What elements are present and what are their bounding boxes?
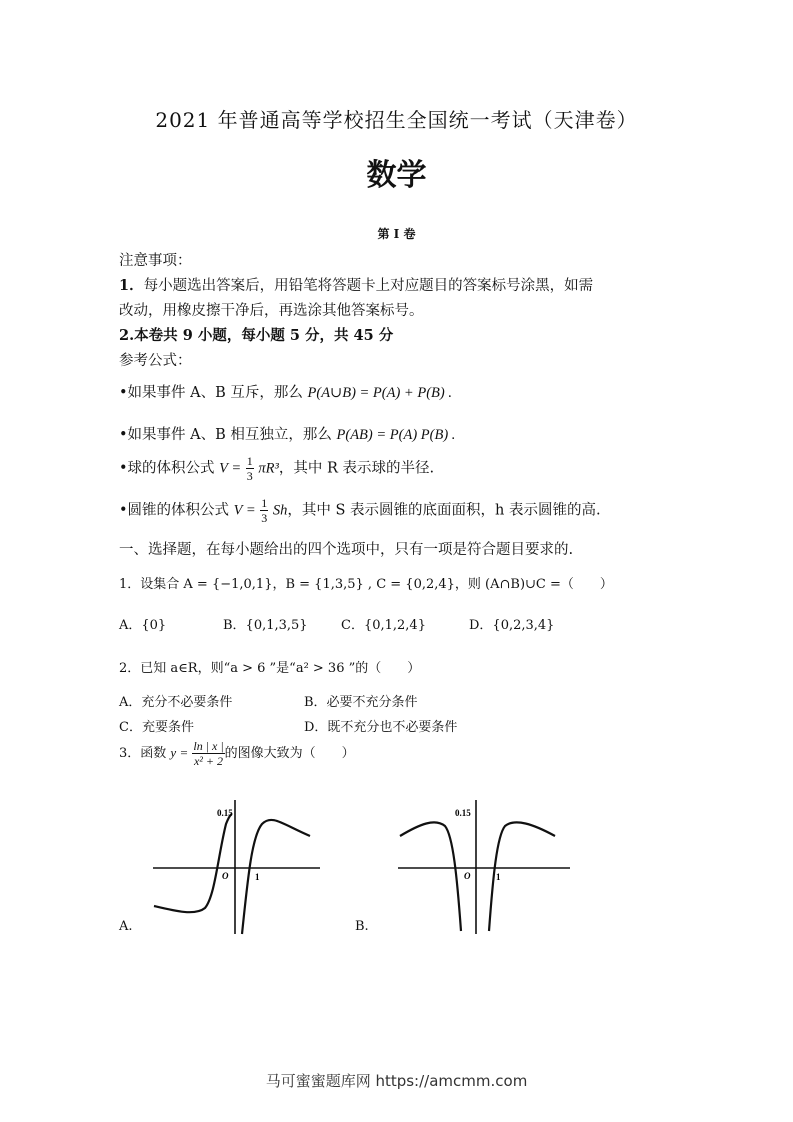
section-1-heading: 一、选择题，在每小题给出的四个选项中，只有一项是符合题目要求的. [119,542,574,558]
formula-4-fraction [260,497,268,524]
formula-cone-volume [119,497,601,524]
question-3-graph-a [150,796,325,936]
note-item-2 [119,324,393,345]
question-3-den: x² + 2 [193,754,223,768]
volume-label: 第 I 卷 [377,227,416,241]
graph-b-x-tick: 1 [496,872,501,882]
formula-independent [119,423,455,444]
graph-a-left-branch [154,814,232,912]
note-item-1-line2: 改动，用橡皮擦干净后，再选涂其他答案标号。 [119,303,424,319]
note-item-2-text: 本卷共 9 小题，每小题 5 分，共 45 分 [134,327,394,344]
formula-3-v: V = [219,460,242,477]
formula-4-prefix: •圆锥的体积公式 [119,502,230,519]
formula-3-suffix: ，其中 R 表示球的半径. [278,460,435,477]
question-3-fraction [192,740,224,767]
formula-2-math: P(AB) = P(A) P(B) . [336,427,456,443]
note-item-1-number: 1． [119,277,144,294]
question-1-option-b: B．{0,1,3,5} [223,618,308,633]
question-3-label-a: A. [119,919,133,934]
formula-3-den: 3 [246,469,253,483]
formula-3-prefix: •球的体积公式 [119,460,215,477]
question-3-stem [119,740,355,767]
formula-1-math: P(A∪B) = P(A) + P(B) . [307,385,452,401]
formula-mutually-exclusive [119,381,452,402]
formula-2-text: •如果事件 A、B 相互独立，那么 [119,427,337,443]
note-item-2-number: 2. [119,327,135,344]
note-item-1-line1: 每小题选出答案后，用铅笔将答题卡上对应题目的答案标号涂黑，如需 [143,278,594,294]
graph-b-origin: O [464,871,471,881]
question-3-num: ln | x | [193,739,224,753]
note-item-1 [119,274,593,295]
formula-4-v: V = [233,502,256,519]
question-2-option-c: C．充要条件 [119,720,194,735]
formula-4-suffix: ，其中 S 表示圆锥的底面面积，h 表示圆锥的高. [287,502,601,519]
question-2-stem: 2．已知 a∈R，则“a > 6 ”是“a² > 36 ”的（ ） [119,661,421,676]
question-1-option-a: A．{0} [119,618,167,633]
question-2-option-a: A．充分不必要条件 [119,695,233,710]
formula-4-den: 3 [261,511,268,525]
formula-3-fraction [246,455,254,482]
question-2-option-d: D．既不充分也不必要条件 [304,720,458,735]
formula-3-num: 1 [246,454,253,468]
graph-a-origin: O [222,871,229,881]
footer-watermark: 马可蜜蜜题库网 https://amcmm.com [265,1072,528,1090]
question-1-stem: 1．设集合 A = {−1,0,1}，B = {1,3,5} , C = {0,2,4}，则 (A∩B)∪C =（ ） [119,577,613,592]
formula-4-tail: Sh [272,502,288,519]
graph-a-y-tick: 0.15 [217,808,233,818]
graph-a-right-branch [242,820,310,934]
question-3-y: y = [170,745,189,760]
question-1-option-c: C．{0,1,2,4} [341,618,426,633]
question-3-prefix: 3．函数 [119,746,167,761]
formulas-heading: 参考公式： [119,353,192,369]
subject-title: 数学 [366,158,427,193]
question-3-graph-b [395,796,575,936]
formula-1-text: •如果事件 A、B 互斥，那么 [119,385,308,401]
question-1-option-d: D．{0,2,3,4} [469,618,555,633]
question-2-option-b: B．必要不充分条件 [304,695,418,710]
graph-a-x-tick: 1 [255,872,260,882]
question-3-suffix: 的图像大致为（ ） [224,746,355,761]
notes-heading: 注意事项： [119,253,192,269]
formula-3-tail: πR³ [258,460,279,477]
formula-sphere-volume [119,455,434,482]
question-3-label-b: B. [355,919,369,934]
exam-title: 2021 年普通高等学校招生全国统一考试（天津卷） [155,108,638,132]
formula-4-num: 1 [261,496,268,510]
graph-b-left-branch [400,822,461,931]
graph-b-y-tick: 0.15 [455,808,471,818]
